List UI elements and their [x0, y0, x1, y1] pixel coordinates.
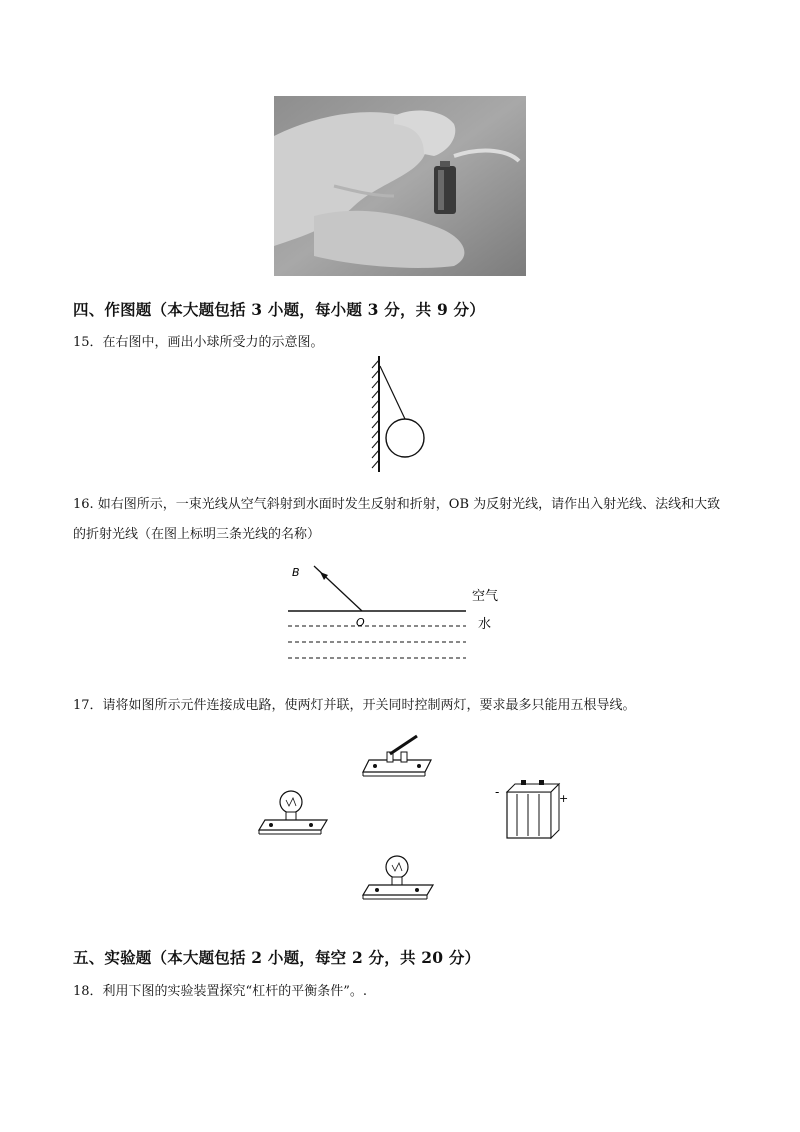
label-O: O — [356, 616, 365, 629]
hand-battery-photo — [274, 96, 526, 276]
question-17-text: 17．请将如图所示元件连接成电路，使两灯并联，开关同时控制两灯，要求最多只能用五根导线。 — [73, 698, 636, 713]
string-line — [380, 366, 405, 419]
label-air: 空气 — [472, 589, 499, 604]
question-15-text: 15．在右图中，画出小球所受力的示意图。 — [73, 335, 324, 350]
section4-title: 四、作图题（本大题包括 3 小题，每小题 3 分，共 9 分） — [73, 300, 485, 319]
q15-ball-wall-figure — [360, 354, 440, 474]
q17-circuit-components-figure — [245, 730, 575, 912]
question-18-text: 18．利用下图的实验装置探究“杠杆的平衡条件”。. — [73, 984, 367, 999]
battery-minus-label: - — [495, 785, 500, 799]
label-water: 水 — [478, 617, 492, 632]
q16-light-ray-figure — [280, 558, 510, 668]
left-bulb-icon — [259, 791, 327, 834]
knife-switch-icon — [363, 736, 431, 776]
battery-plus-label: + — [559, 792, 569, 805]
ball-circle — [386, 419, 424, 457]
bottom-bulb-icon — [363, 856, 433, 899]
label-B: B — [292, 566, 300, 579]
question-16-text: 16. 如右图所示，一束光线从空气斜射到水面时发生反射和折射，OB 为反射光线，请作出入射光线、法线和大致的折射光线（在图上标明三条光线的名称） — [73, 497, 721, 542]
section5-title: 五、实验题（本大题包括 2 小题，每空 2 分，共 20 分） — [73, 948, 481, 967]
battery-icon — [495, 780, 568, 838]
